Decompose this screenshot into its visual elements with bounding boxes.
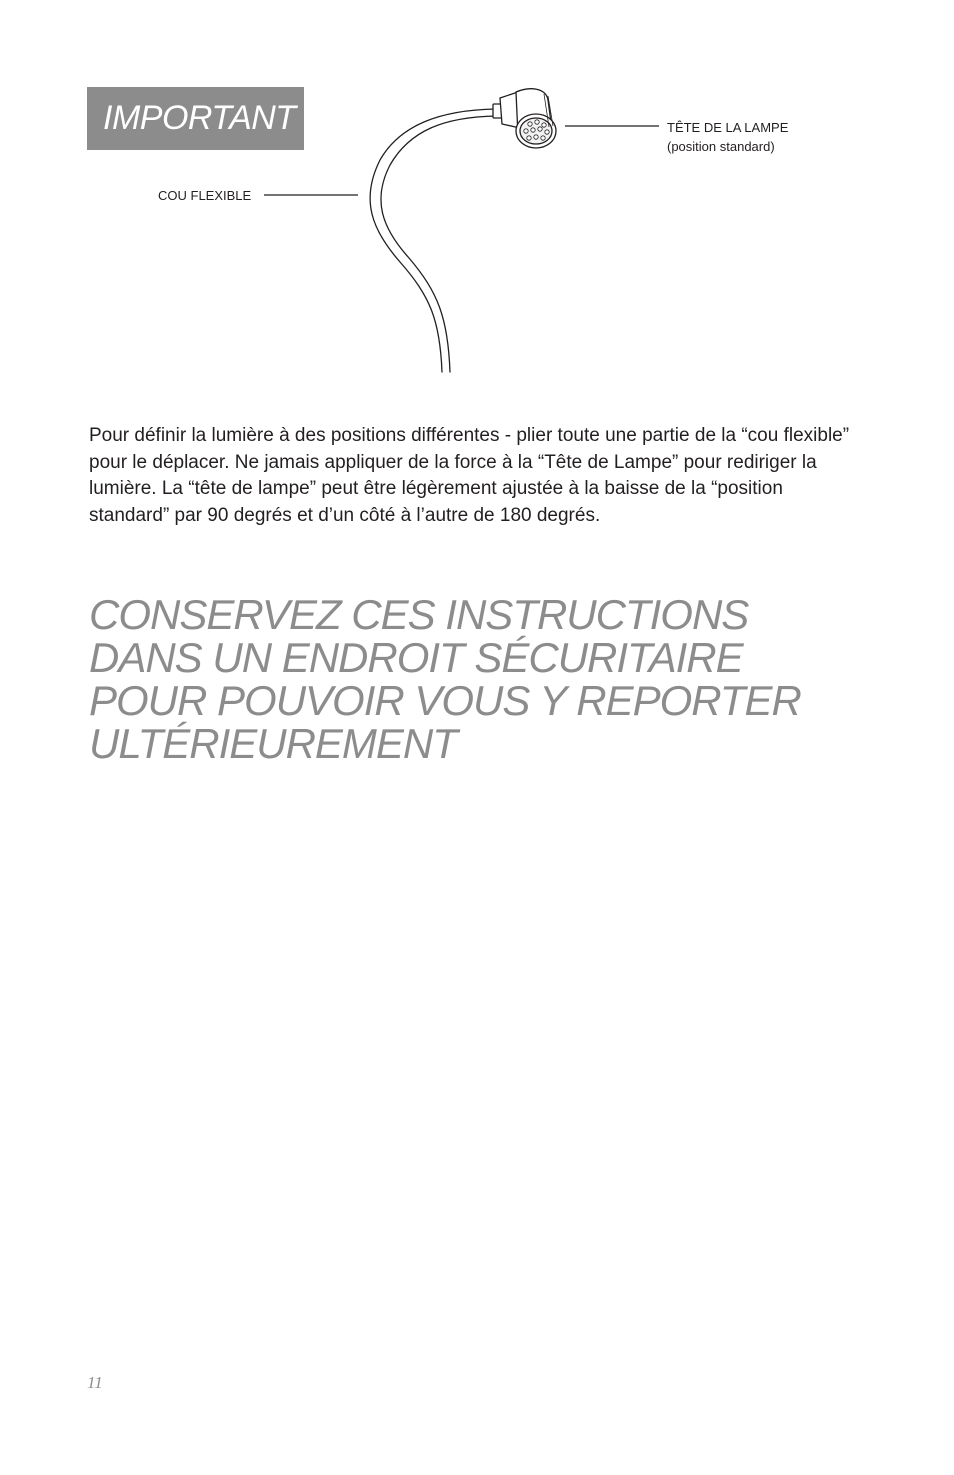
heading-line2: DANS UN ENDROIT SÉCURITAIRE (89, 634, 743, 681)
head-label-line2: (position standard) (667, 139, 775, 154)
lamp-head-illustration (493, 89, 556, 148)
important-label: IMPORTANT (103, 99, 296, 137)
flexible-neck-illustration (370, 109, 496, 372)
lamp-diagram (0, 0, 954, 400)
page-number: 11 (87, 1373, 103, 1392)
head-label-line1: TÊTE DE LA LAMPE (667, 120, 789, 135)
keep-instructions-heading (89, 593, 889, 765)
head-label (667, 118, 788, 156)
heading-line3: POUR POUVOIR VOUS Y REPORTER (89, 677, 801, 724)
instructions-paragraph: Pour définir la lumière à des positions différentes - plier toute une partie de la “cou flexible” pour le déplacer. Ne jamais appliquer de la force à la “Tête de Lampe” pour rediriger la lumière. La “tête de lampe” peut être légèrement ajustée à la baisse de la “position standard” par 90 degrés et d’un côté à l’autre de 180 degrés. (89, 425, 850, 526)
neck-label: COU FLEXIBLE (158, 188, 252, 203)
heading-line1: CONSERVEZ CES INSTRUCTIONS (89, 591, 749, 638)
heading-line4: ULTÉRIEUREMENT (89, 720, 457, 767)
